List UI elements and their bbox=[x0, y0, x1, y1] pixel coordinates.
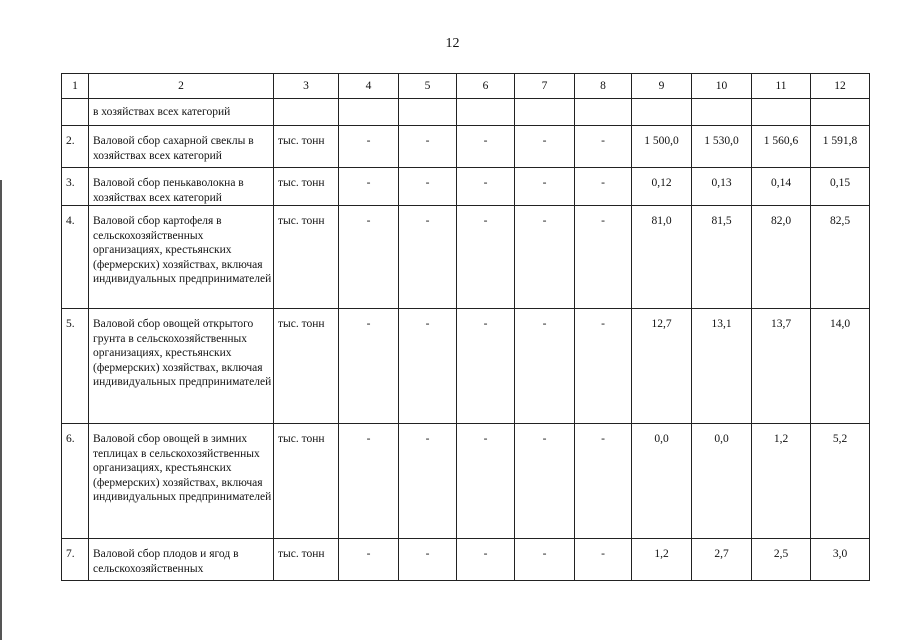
value-cell: 0,14 bbox=[752, 168, 811, 206]
value-cell: - bbox=[339, 309, 399, 424]
value-cell: - bbox=[575, 126, 632, 168]
table-row bbox=[62, 539, 870, 581]
row-number: 7. bbox=[62, 539, 89, 581]
table-row bbox=[62, 168, 870, 206]
indicator-name: Валовой сбор овощей открытого грунта в сельскохозяйственных организациях, крестьянских (фермерских) хозяйствах, включая индивидуальных предпринимателей bbox=[89, 309, 274, 424]
cell-empty bbox=[457, 99, 515, 126]
header-cell: 9 bbox=[632, 74, 692, 99]
header-cell: 10 bbox=[692, 74, 752, 99]
header-cell: 11 bbox=[752, 74, 811, 99]
value-cell: - bbox=[515, 168, 575, 206]
cell-empty bbox=[632, 99, 692, 126]
value-cell: 82,0 bbox=[752, 206, 811, 309]
cell-empty bbox=[399, 99, 457, 126]
indicators-table bbox=[61, 73, 870, 581]
value-cell: 3,0 bbox=[811, 539, 870, 581]
value-cell: - bbox=[457, 126, 515, 168]
header-cell: 1 bbox=[62, 74, 89, 99]
cell-empty bbox=[339, 99, 399, 126]
header-cell: 4 bbox=[339, 74, 399, 99]
value-cell: - bbox=[515, 424, 575, 539]
value-cell: - bbox=[575, 424, 632, 539]
cell-empty bbox=[274, 99, 339, 126]
value-cell: - bbox=[399, 168, 457, 206]
indicator-name: Валовой сбор сахарной свеклы в хозяйствах всех категорий bbox=[89, 126, 274, 168]
value-cell: 1 530,0 bbox=[692, 126, 752, 168]
table-row bbox=[62, 99, 870, 126]
header-cell: 12 bbox=[811, 74, 870, 99]
value-cell: 1 591,8 bbox=[811, 126, 870, 168]
value-cell: 2,5 bbox=[752, 539, 811, 581]
value-cell: - bbox=[575, 539, 632, 581]
value-cell: - bbox=[515, 206, 575, 309]
header-cell: 2 bbox=[89, 74, 274, 99]
value-cell: - bbox=[339, 168, 399, 206]
row-number: 5. bbox=[62, 309, 89, 424]
value-cell: - bbox=[457, 309, 515, 424]
value-cell: - bbox=[457, 424, 515, 539]
value-cell: - bbox=[457, 539, 515, 581]
unit-cell: тыс. тонн bbox=[274, 206, 339, 309]
value-cell: - bbox=[399, 539, 457, 581]
value-cell: - bbox=[399, 424, 457, 539]
page-number: 12 bbox=[445, 36, 460, 51]
scan-edge-line bbox=[0, 180, 2, 640]
cell-empty bbox=[62, 99, 89, 126]
value-cell: 13,7 bbox=[752, 309, 811, 424]
value-cell: - bbox=[399, 309, 457, 424]
value-cell: 0,0 bbox=[692, 424, 752, 539]
table-row bbox=[62, 309, 870, 424]
unit-cell: тыс. тонн bbox=[274, 168, 339, 206]
value-cell: - bbox=[515, 309, 575, 424]
value-cell: 1 560,6 bbox=[752, 126, 811, 168]
indicator-name: Валовой сбор плодов и ягод в сельскохозяйственных bbox=[89, 539, 274, 581]
unit-cell: тыс. тонн bbox=[274, 126, 339, 168]
value-cell: 5,2 bbox=[811, 424, 870, 539]
value-cell: 13,1 bbox=[692, 309, 752, 424]
value-cell: - bbox=[515, 539, 575, 581]
row-number: 4. bbox=[62, 206, 89, 309]
value-cell: - bbox=[339, 126, 399, 168]
table-row bbox=[62, 206, 870, 309]
indicator-name: Валовой сбор овощей в зимних теплицах в сельскохозяйственных организациях, крестьянских (фермерских) хозяйствах, включая индивидуальных предпринимателей bbox=[89, 424, 274, 539]
cell-empty bbox=[575, 99, 632, 126]
value-cell: - bbox=[457, 168, 515, 206]
cell-empty bbox=[692, 99, 752, 126]
value-cell: 14,0 bbox=[811, 309, 870, 424]
header-cell: 5 bbox=[399, 74, 457, 99]
value-cell: 1,2 bbox=[752, 424, 811, 539]
indicator-name: в хозяйствах всех категорий bbox=[89, 99, 274, 126]
value-cell: - bbox=[339, 206, 399, 309]
header-cell: 3 bbox=[274, 74, 339, 99]
row-number: 6. bbox=[62, 424, 89, 539]
value-cell: 0,12 bbox=[632, 168, 692, 206]
unit-cell: тыс. тонн bbox=[274, 309, 339, 424]
header-cell: 8 bbox=[575, 74, 632, 99]
value-cell: 1,2 bbox=[632, 539, 692, 581]
header-cell: 6 bbox=[457, 74, 515, 99]
table-row bbox=[62, 424, 870, 539]
value-cell: 2,7 bbox=[692, 539, 752, 581]
indicator-name: Валовой сбор картофеля в сельскохозяйственных организациях, крестьянских (фермерских) хозяйствах, включая индивидуальных предпринимателей bbox=[89, 206, 274, 309]
cell-empty bbox=[515, 99, 575, 126]
value-cell: 12,7 bbox=[632, 309, 692, 424]
value-cell: 81,5 bbox=[692, 206, 752, 309]
value-cell: - bbox=[339, 424, 399, 539]
unit-cell: тыс. тонн bbox=[274, 424, 339, 539]
value-cell: - bbox=[575, 206, 632, 309]
table-row bbox=[62, 126, 870, 168]
row-number: 2. bbox=[62, 126, 89, 168]
value-cell: 0,15 bbox=[811, 168, 870, 206]
indicator-name: Валовой сбор пенькаволокна в хозяйствах всех категорий bbox=[89, 168, 274, 206]
value-cell: 82,5 bbox=[811, 206, 870, 309]
cell-empty bbox=[811, 99, 870, 126]
value-cell: - bbox=[399, 206, 457, 309]
unit-cell: тыс. тонн bbox=[274, 539, 339, 581]
value-cell: 81,0 bbox=[632, 206, 692, 309]
value-cell: - bbox=[339, 539, 399, 581]
value-cell: - bbox=[575, 168, 632, 206]
value-cell: - bbox=[457, 206, 515, 309]
row-number: 3. bbox=[62, 168, 89, 206]
value-cell: - bbox=[399, 126, 457, 168]
value-cell: - bbox=[575, 309, 632, 424]
value-cell: 1 500,0 bbox=[632, 126, 692, 168]
header-cell: 7 bbox=[515, 74, 575, 99]
cell-empty bbox=[752, 99, 811, 126]
value-cell: - bbox=[515, 126, 575, 168]
value-cell: 0,13 bbox=[692, 168, 752, 206]
value-cell: 0,0 bbox=[632, 424, 692, 539]
header-row bbox=[62, 74, 870, 99]
